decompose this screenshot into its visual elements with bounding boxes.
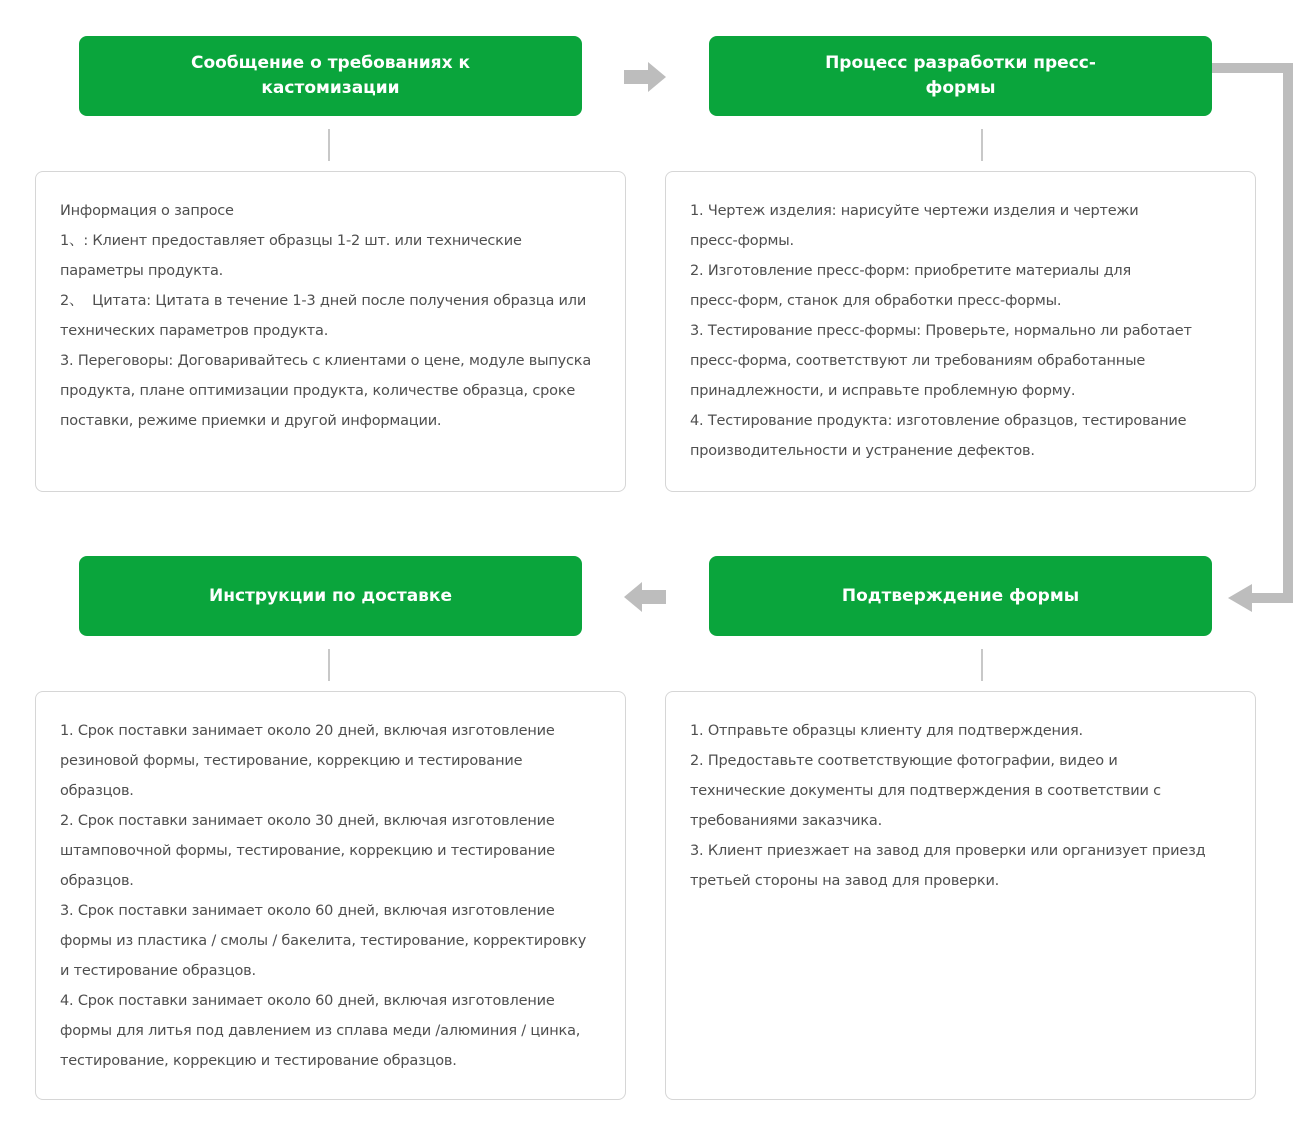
step-mold-development-label: Процесс разработки пресс-формы	[825, 53, 1096, 98]
card-line: 2、 Цитата: Цитата в течение 1-3 дней после получения образца или	[60, 293, 587, 309]
card-line: 1、: Клиент предоставляет образцы 1-2 шт. или технические	[60, 233, 522, 249]
card-line: 2. Изготовление пресс-форм: приобретите материалы для	[690, 263, 1132, 279]
card-line: 1. Чертеж изделия: нарисуйте чертежи изделия и чертежи	[690, 203, 1139, 219]
card-line: 3. Срок поставки занимает около 60 дней, включая изготовление	[60, 903, 555, 919]
card-line: параметры продукта.	[60, 263, 224, 279]
card-line: 1. Срок поставки занимает около 20 дней, включая изготовление	[60, 723, 555, 739]
step-delivery-label: Инструкции по доставке	[208, 585, 452, 606]
card-line: принадлежности, и исправьте проблемную форму.	[690, 383, 1076, 399]
card-line: формы из пластика / смолы / бакелита, тестирование, корректировку	[60, 933, 587, 949]
card-line: третьей стороны на завод для проверки.	[690, 873, 1000, 889]
card-line: резиновой формы, тестирование, коррекцию и тестирование	[60, 753, 523, 769]
card-line: образцов.	[60, 783, 134, 799]
card-line: штамповочной формы, тестирование, коррекцию и тестирование	[60, 843, 555, 859]
card-line: пресс-формы.	[690, 233, 794, 249]
card-line: тестирование, коррекцию и тестирование образцов.	[60, 1053, 457, 1069]
card-mold-confirmation	[665, 691, 1256, 1100]
step-mold-development	[709, 36, 1212, 116]
card-line: Информация о запросе	[60, 203, 234, 219]
step-requirements-label: Сообщение о требованиях к кастомизации	[190, 53, 471, 98]
arrow-left-head-icon	[1228, 584, 1252, 612]
arrow-right-icon	[624, 62, 666, 92]
card-line: 2. Предоставьте соответствующие фотографии, видео и	[690, 753, 1118, 769]
step-delivery	[79, 556, 582, 636]
card-line: 1. Отправьте образцы клиенту для подтверждения.	[690, 723, 1083, 739]
card-line: образцов.	[60, 873, 134, 889]
card-line: технические документы для подтверждения в соответствии с	[690, 783, 1161, 799]
card-requirements	[35, 171, 626, 492]
connector-line	[981, 129, 983, 161]
card-mold-development	[665, 171, 1256, 492]
card-line: 4. Срок поставки занимает около 60 дней, включая изготовление	[60, 993, 555, 1009]
card-line: 4. Тестирование продукта: изготовление образцов, тестирование	[690, 413, 1187, 429]
card-line: формы для литья под давлением из сплава меди /алюминия / цинка,	[60, 1023, 581, 1039]
card-line: требованиями заказчика.	[690, 813, 883, 829]
arrow-left-icon	[624, 582, 666, 612]
card-line: 3. Клиент приезжает на завод для проверки или организует приезд	[690, 843, 1206, 859]
step-mold-confirmation	[709, 556, 1212, 636]
card-line: технических параметров продукта.	[60, 323, 329, 339]
card-line: поставки, режиме приемки и другой информации.	[60, 413, 442, 429]
connector-line	[328, 129, 330, 161]
card-line: пресс-форма, соответствуют ли требованиям обработанные	[690, 353, 1146, 369]
step-requirements	[79, 36, 582, 116]
connector-line	[981, 649, 983, 681]
connector-line	[328, 649, 330, 681]
card-delivery	[35, 691, 626, 1100]
step-mold-confirmation-label: Подтверждение формы	[841, 585, 1080, 606]
card-line: и тестирование образцов.	[60, 963, 256, 979]
card-line: 3. Тестирование пресс-формы: Проверьте, нормально ли работает	[690, 323, 1192, 339]
card-line: пресс-форм, станок для обработки пресс-формы.	[690, 293, 1062, 309]
card-line: производительности и устранение дефектов.	[690, 443, 1035, 459]
card-line: продукта, плане оптимизации продукта, количестве образца, сроке	[60, 383, 576, 399]
card-line: 2. Срок поставки занимает около 30 дней, включая изготовление	[60, 813, 555, 829]
card-line: 3. Переговоры: Договаривайтесь с клиентами о цене, модуле выпуска	[60, 353, 592, 369]
